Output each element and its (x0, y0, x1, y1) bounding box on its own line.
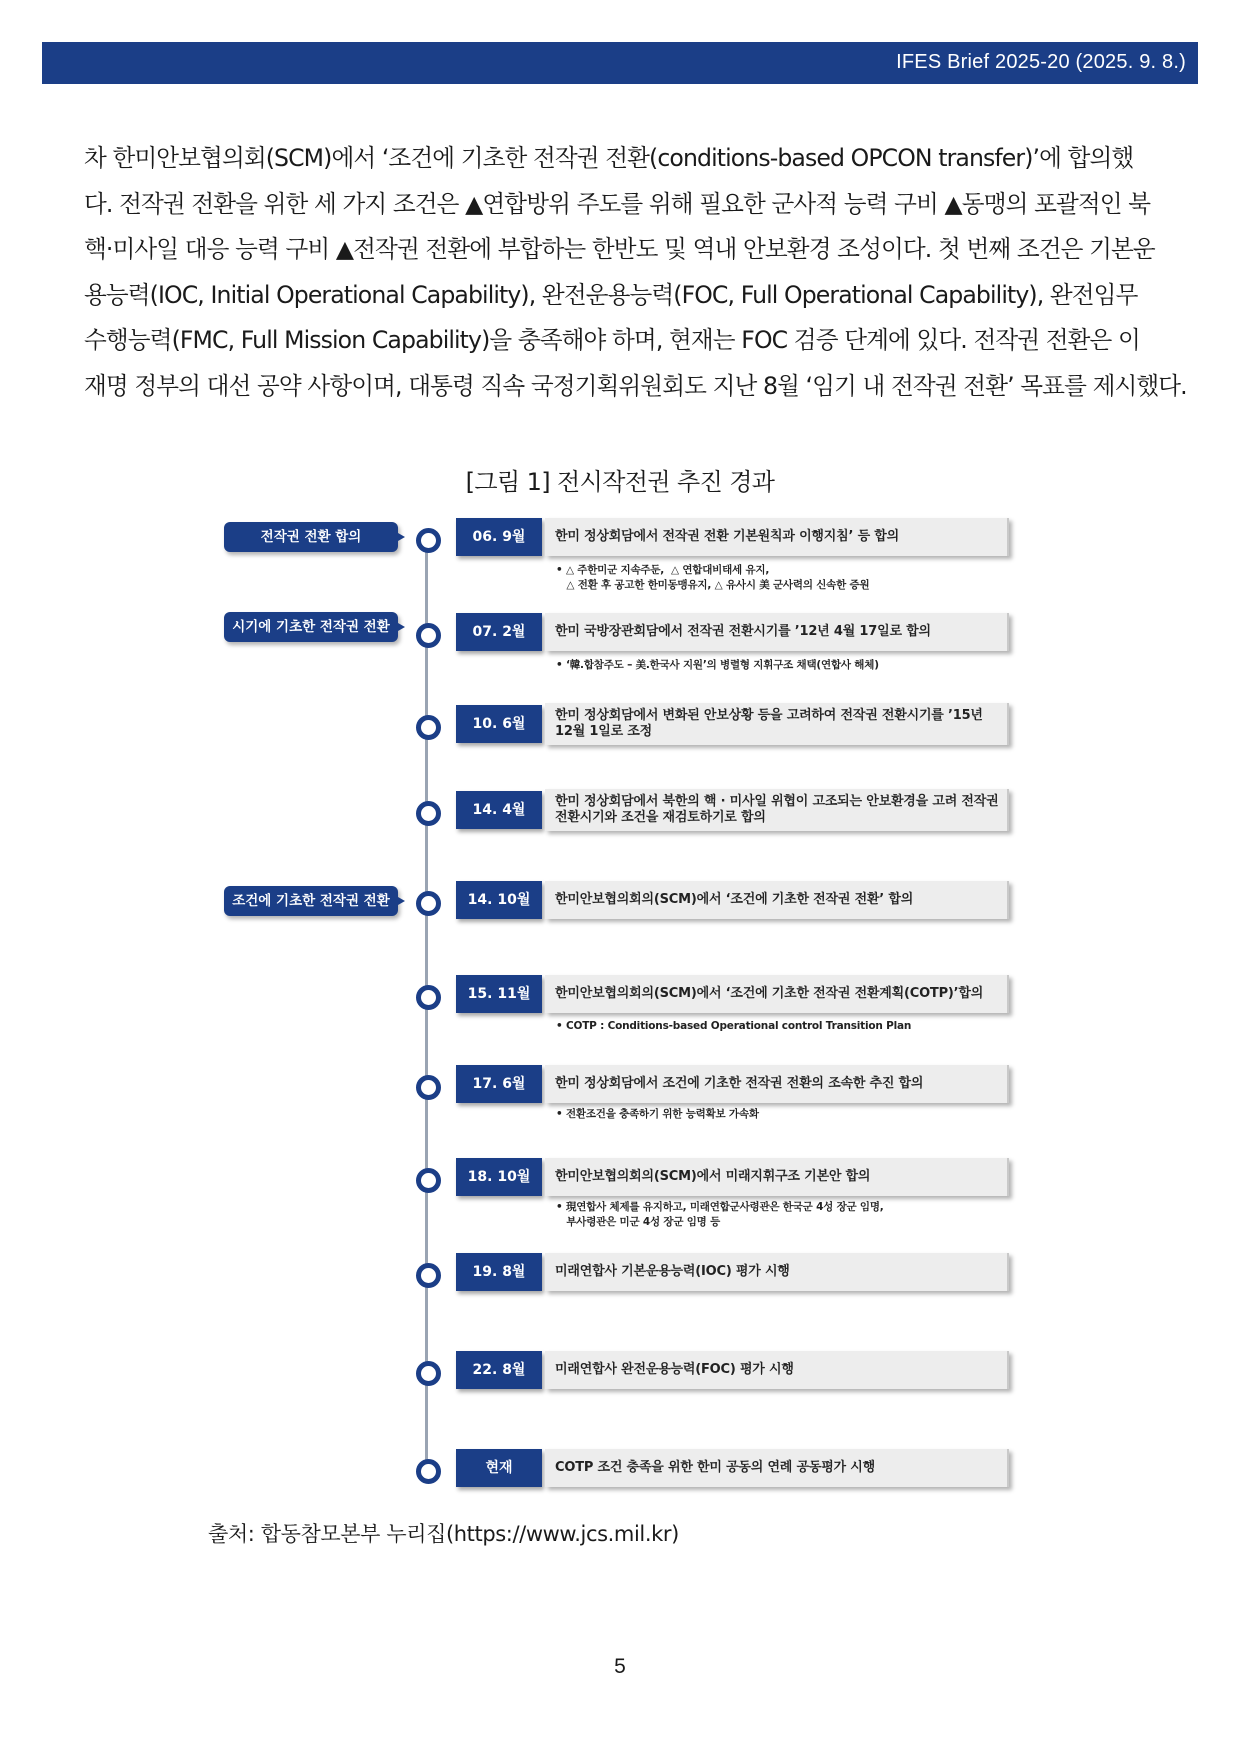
figure-title: [그림 1] 전시작전권 추진 경과 (465, 468, 775, 496)
timeline-marker (416, 623, 441, 648)
event-description: 미래연합사 기본운용능력(IOC) 평가 시행 (545, 1253, 1009, 1291)
event-date: 22. 8월 (456, 1351, 542, 1389)
phase-label: 조건에 기초한 전작권 전환 (224, 886, 398, 916)
timeline-marker (416, 715, 441, 740)
event-date: 10. 6월 (456, 705, 542, 743)
event-description: 한미안보협의회의(SCM)에서 미래지휘구조 기본안 합의 (545, 1158, 1009, 1196)
event-description: COTP 조건 충족을 위한 한미 공동의 연례 공동평가 시행 (545, 1449, 1009, 1487)
event-note: • 現연합사 체제를 유지하고, 미래연합군사령관은 한국군 4성 장군 임명, 부사령관은 미군 4성 장군 임명 등 (556, 1201, 884, 1228)
event-note: • △ 주한미군 지속주둔, △ 연합대비태세 유지, △ 전환 후 공고한 한미동맹유지, △ 유사시 美 군사력의 신속한 증원 (556, 564, 870, 591)
timeline-marker (416, 1459, 441, 1484)
event-note: • COTP : Conditions-based Operational control Transition Plan (556, 1020, 912, 1032)
event-date: 17. 6월 (456, 1065, 542, 1103)
event-description: 한미 정상회담에서 변화된 안보상황 등을 고려하여 전작권 전환시기를 ’15년 12월 1일로 조정 (545, 703, 1009, 745)
timeline-marker (416, 1361, 441, 1386)
body-line: 용능력(IOC, Initial Operational Capability), 완전운용능력(FOC, Full Operational Capability), 완전임무 (84, 280, 1138, 309)
phase-label: 시기에 기초한 전작권 전환 (224, 612, 398, 642)
page-number: 5 (614, 1655, 626, 1678)
header-title: IFES Brief 2025-20 (2025. 9. 8.) (896, 51, 1186, 73)
event-date: 14. 4월 (456, 791, 542, 829)
event-description: 미래연합사 완전운용능력(FOC) 평가 시행 (545, 1351, 1009, 1389)
event-note: • 전환조건을 충족하기 위한 능력확보 가속화 (556, 1108, 759, 1120)
phase-label: 전작권 전환 합의 (224, 522, 398, 552)
body-line: 차 한미안보협의회(SCM)에서 ‘조건에 기초한 전작권 전환(conditions-based OPCON transfer)’에 합의했 (84, 144, 1134, 172)
timeline-marker (416, 1168, 441, 1193)
event-description: 한미안보협의회의(SCM)에서 ‘조건에 기초한 전작권 전환계획(COTP)’합의 (545, 975, 1009, 1013)
event-date: 19. 8월 (456, 1253, 542, 1291)
timeline-marker (416, 1075, 441, 1100)
event-date: 18. 10월 (456, 1158, 542, 1196)
event-description: 한미 정상회담에서 조건에 기초한 전작권 전환의 조속한 추진 합의 (545, 1065, 1009, 1103)
timeline-marker (416, 985, 441, 1010)
event-date: 06. 9월 (456, 518, 542, 556)
body-line: 재명 정부의 대선 공약 사항이며, 대통령 직속 국정기획위원회도 지난 8월 ‘임기 내 전작권 전환’ 목표를 제시했다. (84, 371, 1187, 400)
figure-source: 출처: 합동참모본부 누리집(https://www.jcs.mil.kr) (208, 1522, 679, 1546)
timeline-marker (416, 891, 441, 916)
body-line: 핵·미사일 대응 능력 구비 ▲전작권 전환에 부합하는 한반도 및 역내 안보환경 조성이다. 첫 번째 조건은 기본운 (84, 235, 1155, 264)
event-date: 15. 11월 (456, 975, 542, 1013)
event-note: • ‘韓.합참주도 – 美.한국사 지원’의 병렬형 지휘구조 채택(연합사 해체) (556, 659, 879, 671)
timeline-marker (416, 528, 441, 553)
event-date: 07. 2월 (456, 613, 542, 651)
body-line: 다. 전작권 전환을 위한 세 가지 조건은 ▲연합방위 주도를 위해 필요한 군사적 능력 구비 ▲동맹의 포괄적인 북 (84, 189, 1151, 218)
timeline-marker (416, 1263, 441, 1288)
timeline-marker (416, 801, 441, 826)
event-description: 한미 정상회담에서 북한의 핵 · 미사일 위협이 고조되는 안보환경을 고려 전작권 전환시기와 조건을 재검토하기로 합의 (545, 789, 1009, 831)
body-line: 수행능력(FMC, Full Mission Capability)을 충족해야 하며, 현재는 FOC 검증 단계에 있다. 전작권 전환은 이 (84, 326, 1140, 355)
event-date: 14. 10월 (456, 881, 542, 919)
event-description: 한미 국방장관회담에서 전작권 전환시기를 ’12년 4월 17일로 합의 (545, 613, 1009, 651)
event-description: 한미 정상회담에서 전작권 전환 기본원칙과 이행지침’ 등 합의 (545, 518, 1009, 556)
timeline-axis (425, 540, 428, 1480)
event-date: 현재 (456, 1449, 542, 1487)
event-description: 한미안보협의회의(SCM)에서 ‘조건에 기초한 전작권 전환’ 합의 (545, 881, 1009, 919)
